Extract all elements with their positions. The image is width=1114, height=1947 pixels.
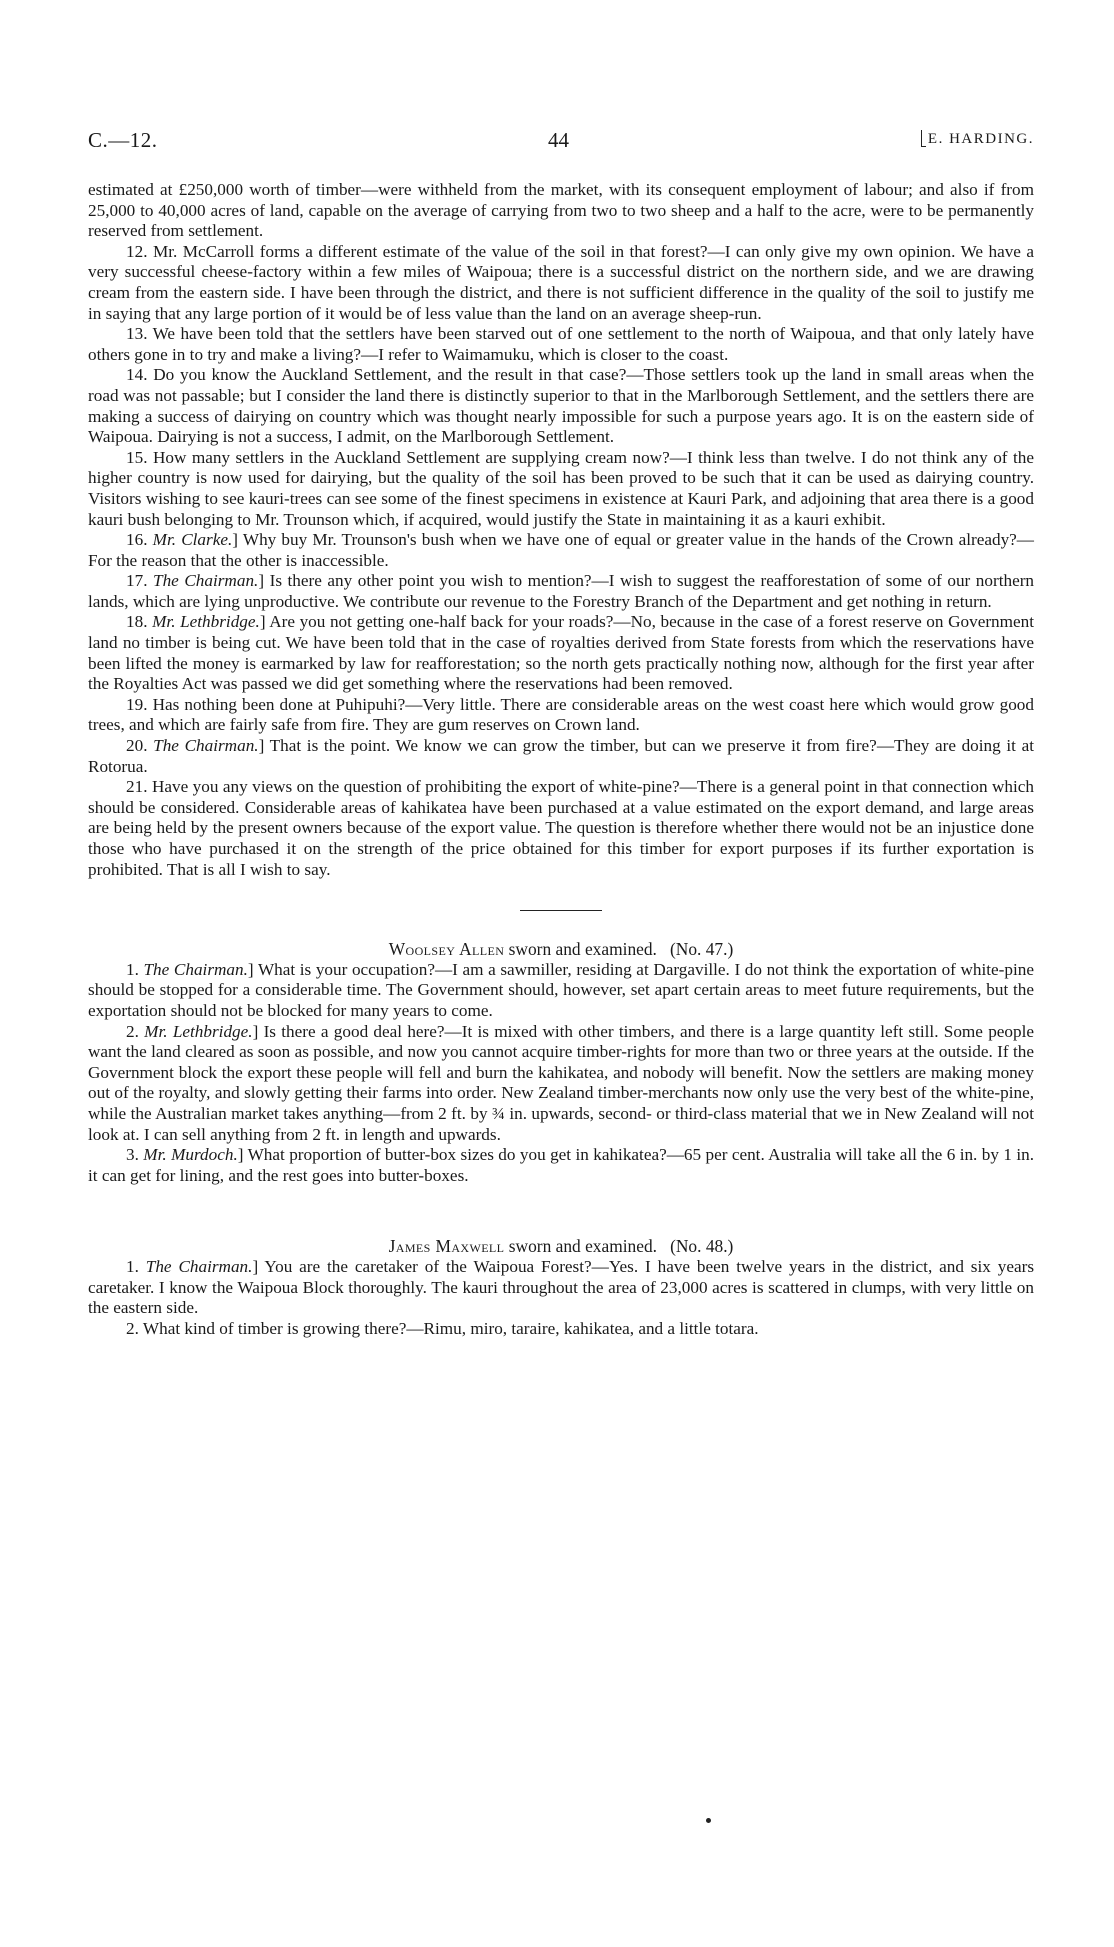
qa-speaker: Mr. Clarke.: [152, 530, 233, 550]
bracket-mark: [921, 130, 926, 147]
witness-running-head: [921, 130, 1034, 148]
qa-speaker: The Chairman.: [143, 959, 248, 979]
qa-paragraph: 20. The Chairman.] That is the point. We know we can grow the timber, but can we preserve it from fire?—They are doing it at Rotorua.: [88, 736, 1034, 776]
qa-paragraph: 1. The Chairman.] What is your occupation?—I am a sawmiller, residing at Dargaville. I do not think the exportation of white-pine should be stopped for a considerable time. The Government should, however, set apart certain areas to meet future requirements, but the exportation should not be blocked for many years to come.: [88, 959, 1034, 1020]
qa-speaker: Mr. Murdoch.: [143, 1145, 238, 1165]
section-title: [88, 939, 1034, 960]
qa-speaker: Mr. Lethbridge.: [152, 612, 260, 632]
qa-number: 21.: [126, 777, 148, 797]
qa-number: 1.: [126, 1256, 139, 1276]
witness-number: (No. 48.): [670, 1236, 734, 1257]
qa-text: What kind of timber is growing there?—Rimu, miro, taraire, kahikatea, and a little totara.: [142, 1318, 759, 1338]
qa-text: How many settlers in the Auckland Settlement are supplying cream now?—I think less than twelve. I do not think any of the higher country is now used for dairying, but the quality of the soil has been proved to be such that it can be used as dairying country. Visitors wishing to see kauri-trees can see some of the finest specimens in existence at Kauri Park, and adjoining that area there is a good kauri bush belonging to Mr. Trounson which, if acquired, would justify the State in maintaining it as a kauri exhibit.: [88, 447, 1035, 529]
page-header: [88, 128, 1034, 158]
qa-text: Are you not getting one-half back for your roads?—No, because in the case of a forest reserve on Government land no timber is being cut. We have been told that in the case of royalties derived from State forests from which the reservations have been lifted the money is earmarked by law for reafforestation; so the north gets practically nothing now, although for the first year after the Royalties Act was passed we did get something where the reservations had been removed.: [88, 612, 1035, 694]
qa-speaker: The Chairman.: [153, 571, 259, 591]
qa-number: 12.: [126, 241, 148, 261]
qa-text: Mr. McCarroll forms a different estimate of the value of the soil in that forest?—I can only give my own opinion. We have a very successful cheese-factory within a few miles of Waipoua; there is a successful district on the northern side, and we are drawing cream from the eastern side. I have been through the district, and there is not sufficient difference in the quality of the soil to justify me in saying that any large portion of it would be of less value than the land on an average sheep-run.: [88, 241, 1035, 323]
qa-paragraph: [88, 695, 1034, 736]
qa-number: 2.: [126, 1318, 139, 1338]
qa-number: 18.: [126, 612, 148, 632]
qa-text: Why buy Mr. Trounson's bush when we have one of equal or greater value in the hands of the Crown already?—For the reason that the other is inaccessible.: [88, 530, 1034, 570]
page-number: 44: [548, 128, 569, 152]
qa-text: We have been told that the settlers have been starved out of one settlement to the north of Waipoua, and that only lately have others gone in to try and make a living?—I refer to Waimamuku, which is closer to the coast.: [88, 324, 1034, 364]
qa-text: You are the caretaker of the Waipoua Forest?—Yes. I have been twelve years in the district, and six years caretaker. I know the Waipoua Block thoroughly. The kauri throughout the area of 23,000 acres is scattered in clumps, with very little on the eastern side.: [88, 1256, 1035, 1318]
qa-paragraph: [88, 777, 1034, 880]
section-spacer: [88, 1186, 1034, 1236]
qa-number: 2.: [126, 1021, 139, 1041]
section-divider: [520, 910, 602, 911]
qa-paragraph: 17. The Chairman.] Is there any other point you wish to mention?—I wish to suggest the reafforestation of some of our northern lands, which are lying unproductive. We contribute our revenue to the Forestry Branch of the Department and get nothing in return.: [88, 571, 1035, 611]
qa-paragraph: 2. Mr. Lethbridge.] Is there a good deal here?—It is mixed with other timbers, and there is a large quantity left still. Some people want the land cleared as soon as possible, and now you cannot acquire timber-rights for more than two or three years at the outside. If the Government block the export these people will fell and burn the kahikatea, and nobody will benefit. Now the settlers are making money out of the royalty, and slowly getting their farms into order. New Zealand timber-merchants now only use the very best of the white-pine, while the Australian market takes anything—from 2 ft. by ¾ in. upwards, second- or third-class material that we in New Zealand will not look at. I can sell anything from 2 ft. in length and upwards.: [88, 1021, 1035, 1144]
qa-paragraph: 1. The Chairman.] You are the caretaker of the Waipoua Forest?—Yes. I have been twelve years in the district, and six years caretaker. I know the Waipoua Block thoroughly. The kauri throughout the area of 23,000 acres is scattered in clumps, with very little on the eastern side.: [88, 1256, 1035, 1318]
qa-text: Is there any other point you wish to mention?—I wish to suggest the reafforestation of some of our northern lands, which are lying unproductive. We contribute our revenue to the Forestry Branch of the Department and get nothing in return.: [88, 571, 1035, 611]
qa-text: That is the point. We know we can grow the timber, but can we preserve it from fire?—They are doing it at Rotorua.: [88, 736, 1034, 776]
qa-number: 17.: [126, 571, 148, 591]
maxwell-testimony: [88, 1236, 1034, 1339]
sworn-text: sworn and examined.: [504, 1236, 658, 1257]
ink-dot-mark: [706, 1818, 711, 1823]
qa-text: Have you any views on the question of prohibiting the export of white-pine?—There is a general point in that connection which should be considered. Considerable areas of kahikatea have been purchased at a value estimated on the export demand, and large areas are being held by the present owners because of the export value. The question is therefore whether there would not be an injustice done those who have purchased it on the strength of the price obtained for this timber for export purposes if its further exportation is prohibited. That is all I wish to say.: [88, 777, 1034, 879]
qa-text: Has nothing been done at Puhipuhi?—Very little. There are considerable areas on the west coast here which would grow good trees, and which are fairly safe from fire. They are gum reserves on Crown land.: [88, 694, 1034, 735]
sworn-text: sworn and examined.: [504, 939, 657, 960]
qa-paragraph: [88, 448, 1034, 530]
qa-number: 1.: [126, 959, 139, 979]
document-reference: C.—12.: [88, 128, 158, 152]
qa-paragraph: [88, 242, 1034, 324]
qa-number: 19.: [126, 694, 148, 714]
qa-number: 14.: [126, 365, 148, 385]
qa-number: 3.: [126, 1145, 139, 1165]
qa-speaker: The Chairman.: [145, 1256, 253, 1276]
section-title: [88, 1236, 1034, 1257]
qa-number: 16.: [126, 530, 148, 550]
qa-speaker: The Chairman.: [153, 736, 259, 756]
witness-name: James Maxwell: [388, 1236, 505, 1257]
qa-speaker: Mr. Lethbridge.: [144, 1021, 253, 1041]
qa-paragraph: [88, 1319, 1034, 1340]
qa-paragraph: 16. Mr. Clarke.] Why buy Mr. Trounson's bush when we have one of equal or greater value in the hands of the Crown already?—For the reason that the other is inaccessible.: [88, 530, 1034, 570]
qa-text: What proportion of butter-box sizes do you get in kahikatea?—65 per cent. Australia will take all the 6 in. by 1 in. it can get for lining, and the rest goes into butter-boxes.: [88, 1145, 1034, 1185]
witness-name: Woolsey Allen: [388, 939, 505, 960]
allen-testimony: [88, 939, 1034, 1186]
qa-text: Is there a good deal here?—It is mixed with other timbers, and there is a large quantity left still. Some people want the land cleared as soon as possible, and now you cannot acquire timber-rights for more than two or three years at the outside. If the Government block the export these people will fell and burn the kahikatea, and nobody will benefit. Now the settlers are making money out of the royalty, and slowly getting their farms into order. New Zealand timber-merchants now only use the very best of the white-pine, while the Australian market takes anything—from 2 ft. by ¾ in. upwards, second- or third-class material that we in New Zealand will not look at. I can sell anything from 2 ft. in length and upwards.: [88, 1021, 1035, 1144]
harding-testimony: [88, 242, 1034, 880]
qa-number: 13.: [126, 324, 148, 344]
qa-number: 15.: [126, 447, 148, 467]
continuation-paragraph: estimated at £250,000 worth of timber—were withheld from the market, with its consequent employment of labour; and also if from 25,000 to 40,000 acres of land, capable on the average of carrying from two to two sheep and a half to the acre, were to be permanently reserved from settlement.: [88, 180, 1034, 241]
qa-paragraph: [88, 324, 1034, 365]
qa-number: 20.: [126, 736, 148, 756]
qa-text: What is your occupation?—I am a sawmiller, residing at Dargaville. I do not think the exportation of white-pine should be stopped for a considerable time. The Government should, however, set apart certain areas to meet future requirements, but the exportation should not be blocked for many years to come.: [88, 959, 1034, 1020]
qa-paragraph: 18. Mr. Lethbridge.] Are you not getting one-half back for your roads?—No, because in the case of a forest reserve on Government land no timber is being cut. We have been told that in the case of royalties derived from State forests from which the reservations have been lifted the money is earmarked by law for reafforestation; so the north gets practically nothing now, although for the first year after the Royalties Act was passed we did get something where the reservations had been removed.: [88, 612, 1035, 694]
page-body: [88, 180, 1034, 1339]
qa-paragraph: 3. Mr. Murdoch.] What proportion of butter-box sizes do you get in kahikatea?—65 per cent. Australia will take all the 6 in. by 1 in. it can get for lining, and the rest goes into butter-boxes.: [88, 1145, 1034, 1185]
witness-number: (No. 47.): [669, 939, 734, 960]
qa-text: Do you know the Auckland Settlement, and the result in that case?—Those settlers took up the land in small areas when the road was not passable; but I consider the land there is distinctly superior to that in the Marlborough Settlement, and the settlers there are making a success of dairying on country which was thought nearly impossible for such a purpose years ago. It is on the eastern side of Waipoua. Dairying is not a success, I admit, on the Marlborough Settlement.: [88, 365, 1035, 447]
qa-paragraph: [88, 365, 1034, 447]
witness-running-head-text: E. HARDING.: [927, 131, 1034, 147]
